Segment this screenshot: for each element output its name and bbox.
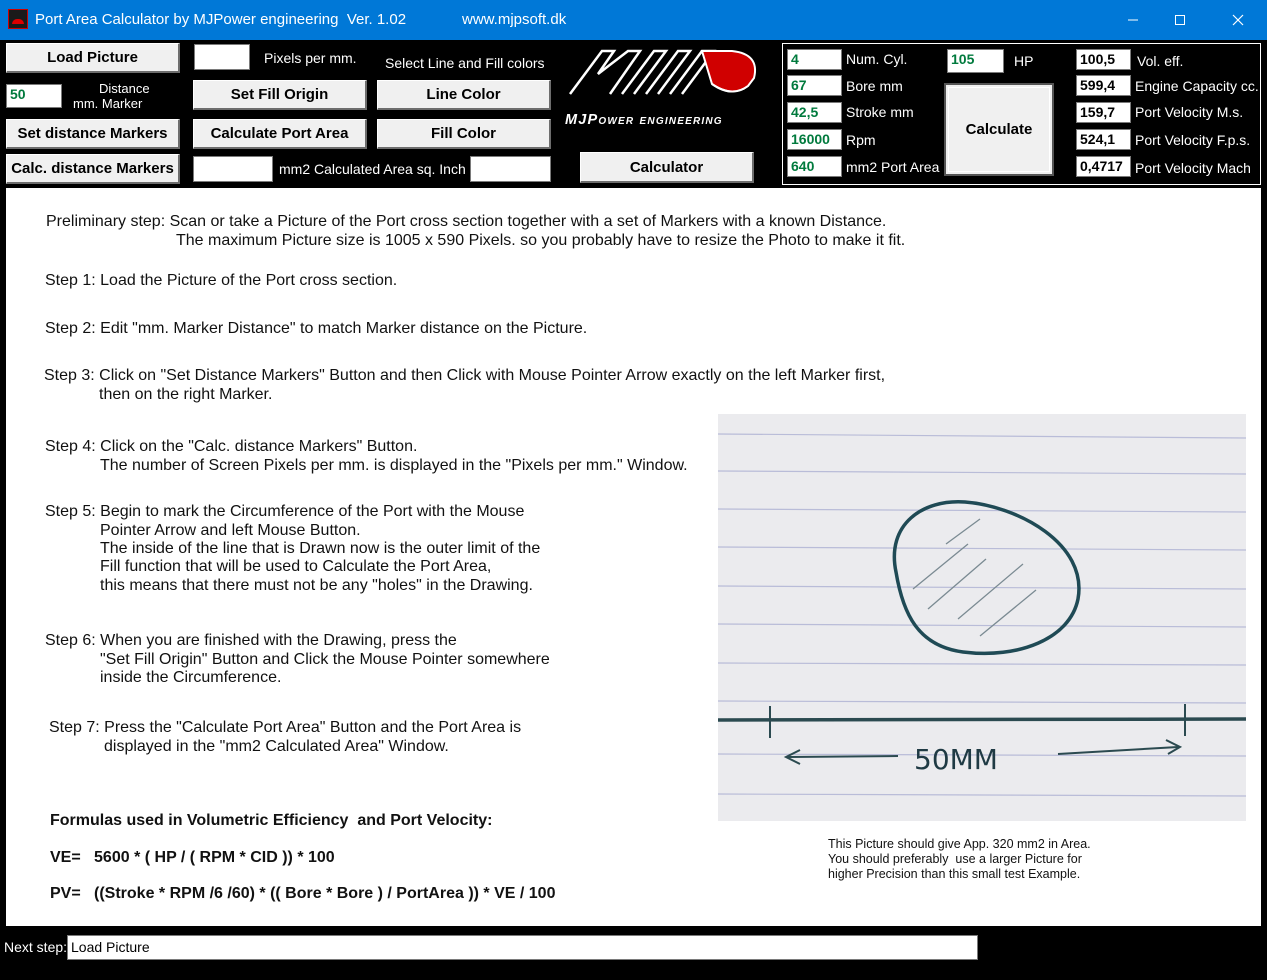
fill-color-button[interactable]: Fill Color xyxy=(377,119,551,149)
close-button[interactable] xyxy=(1215,0,1261,40)
marker-label: mm. Marker xyxy=(73,96,143,111)
hp-field[interactable]: 105 xyxy=(947,49,1004,73)
caption-line3: higher Precision than this small test Example. xyxy=(828,867,1081,881)
num-cyl-label: Num. Cyl. xyxy=(846,51,908,67)
step7-line2: displayed in the "mm2 Calculated Area" Window. xyxy=(104,738,449,755)
calculate-button[interactable]: Calculate xyxy=(944,83,1054,176)
calc-distance-markers-button[interactable]: Calc. distance Markers xyxy=(6,154,180,184)
step2-text: Step 2: Edit "mm. Marker Distance" to match Marker distance on the Picture. xyxy=(45,320,588,337)
pixels-per-mm-field[interactable] xyxy=(194,44,250,70)
port-velocity-ms-field: 159,7 xyxy=(1076,102,1131,123)
next-step-field[interactable]: Load Picture xyxy=(67,935,978,960)
port-photo xyxy=(718,414,1246,821)
step5-line4: Fill function that will be used to Calculate the Port Area, xyxy=(100,558,492,575)
caption-line1: This Picture should give App. 320 mm2 in Area. xyxy=(828,837,1091,851)
formulas-title: Formulas used in Volumetric Efficiency and Port Velocity: xyxy=(50,812,493,829)
rpm-field[interactable]: 16000 xyxy=(787,129,842,150)
window-title: Port Area Calculator by MJPower engineering Ver. 1.02 xyxy=(35,11,407,28)
app-icon xyxy=(8,9,28,29)
calculated-area-label: mm2 Calculated Area sq. Inch xyxy=(279,161,466,177)
pv-formula: PV= ((Stroke * RPM /6 /60) * (( Bore * Bore ) / PortArea )) * VE / 100 xyxy=(50,885,556,902)
status-bar xyxy=(0,932,1267,980)
window-url: www.mjpsoft.dk xyxy=(462,11,567,28)
minimize-icon xyxy=(1127,14,1139,26)
step4-line2: The number of Screen Pixels per mm. is displayed in the "Pixels per mm." Window. xyxy=(100,457,688,474)
num-cyl-field[interactable]: 4 xyxy=(787,49,842,70)
title-bar xyxy=(0,0,1267,40)
logo-text: MJPower engineering xyxy=(565,112,723,128)
line-color-button[interactable]: Line Color xyxy=(377,80,551,110)
port-velocity-mach-field: 0,4717 xyxy=(1076,156,1131,177)
port-velocity-fps-field: 524,1 xyxy=(1076,129,1131,150)
port-area-field[interactable]: 640 xyxy=(787,156,842,177)
engine-capacity-label: Engine Capacity cc. xyxy=(1135,78,1259,94)
calculated-area-sqinch-field[interactable] xyxy=(470,156,551,182)
bore-label: Bore mm xyxy=(846,78,903,94)
mjpower-logo xyxy=(562,44,772,136)
maximize-icon xyxy=(1174,14,1186,26)
step5-line5: this means that there must not be any "holes" in the Drawing. xyxy=(100,577,533,594)
pixels-per-mm-label: Pixels per mm. xyxy=(264,50,357,66)
maximize-button[interactable] xyxy=(1157,0,1203,40)
vol-eff-label: Vol. eff. xyxy=(1137,53,1184,69)
step3-line1: Step 3: Click on "Set Distance Markers" Button and then Click with Mouse Pointer Arrow exactly on the left Marker first, xyxy=(44,367,886,384)
port-velocity-fps-label: Port Velocity F.p.s. xyxy=(1135,132,1251,148)
port-area-label: mm2 Port Area xyxy=(846,159,940,175)
minimize-button[interactable] xyxy=(1110,0,1156,40)
marker-distance-field[interactable]: 50 xyxy=(6,84,62,108)
port-velocity-mach-label: Port Velocity Mach xyxy=(1135,160,1251,176)
next-step-label: Next step: xyxy=(4,939,68,955)
step4-line1: Step 4: Click on the "Calc. distance Markers" Button. xyxy=(45,438,418,455)
select-colors-label: Select Line and Fill colors xyxy=(385,55,545,71)
ve-formula: VE= 5600 * ( HP / ( RPM * CID )) * 100 xyxy=(50,849,335,866)
distance-label: Distance xyxy=(99,81,150,96)
step3-line2: then on the right Marker. xyxy=(99,386,273,403)
drawing-canvas[interactable] xyxy=(6,188,1261,926)
step5-line2: Pointer Arrow and left Mouse Button. xyxy=(100,522,361,539)
stroke-field[interactable]: 42,5 xyxy=(787,102,842,123)
caption-line2: You should preferably use a larger Picture for xyxy=(828,852,1082,866)
port-velocity-ms-label: Port Velocity M.s. xyxy=(1135,104,1244,120)
step6-line2: "Set Fill Origin" Button and Click the Mouse Pointer somewhere xyxy=(100,651,550,668)
step6-line3: inside the Circumference. xyxy=(100,669,282,686)
prelim-step-line1: Preliminary step: Scan or take a Picture of the Port cross section together with a set of Markers with a known Distance. xyxy=(46,213,887,230)
step5-line3: The inside of the line that is Drawn now is the outer limit of the xyxy=(100,540,541,557)
prelim-step-line2: The maximum Picture size is 1005 x 590 Pixels. so you probably have to resize the Photo to make it fit. xyxy=(176,232,906,249)
bore-field[interactable]: 67 xyxy=(787,75,842,96)
calculated-area-mm2-field[interactable] xyxy=(193,156,273,182)
step5-line1: Step 5: Begin to mark the Circumference of the Port with the Mouse xyxy=(45,503,525,520)
engine-capacity-field: 599,4 xyxy=(1076,75,1131,96)
load-picture-button[interactable]: Load Picture xyxy=(6,43,180,73)
step6-line1: Step 6: When you are finished with the Drawing, press the xyxy=(45,632,457,649)
close-icon xyxy=(1232,14,1244,26)
set-fill-origin-button[interactable]: Set Fill Origin xyxy=(193,80,367,110)
step7-line1: Step 7: Press the "Calculate Port Area" Button and the Port Area is xyxy=(49,719,522,736)
marker-distance-text: 50MM xyxy=(914,743,998,776)
calculate-port-area-button[interactable]: Calculate Port Area xyxy=(193,119,367,149)
hp-label: HP xyxy=(1014,53,1034,69)
vol-eff-field: 100,5 xyxy=(1076,49,1131,70)
rpm-label: Rpm xyxy=(846,132,876,148)
set-distance-markers-button[interactable]: Set distance Markers xyxy=(6,119,180,149)
step1-text: Step 1: Load the Picture of the Port cross section. xyxy=(45,272,398,289)
calculator-button[interactable]: Calculator xyxy=(580,152,754,183)
stroke-label: Stroke mm xyxy=(846,104,914,120)
